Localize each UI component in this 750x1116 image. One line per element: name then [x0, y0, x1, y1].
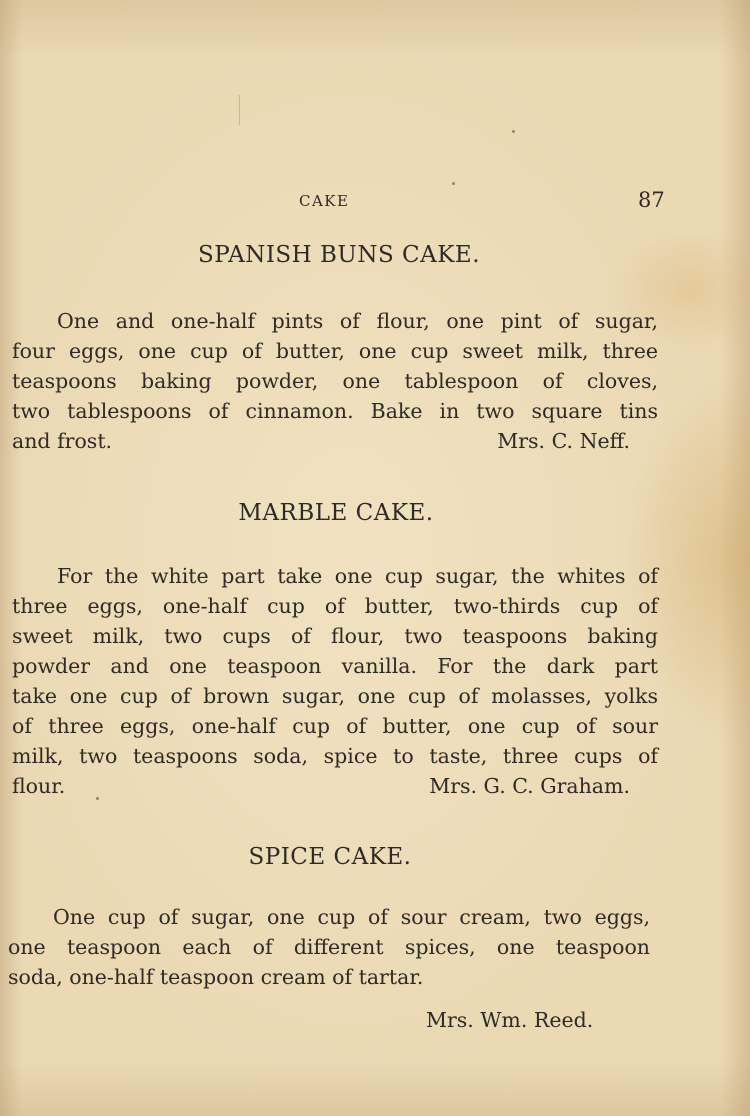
running-title: CAKE: [299, 192, 350, 210]
recipe-author: Mrs. Wm. Reed.: [426, 1008, 594, 1032]
recipe-line: and frost.: [12, 429, 113, 453]
paper-speck: [512, 130, 515, 133]
recipe-final-line: [12, 771, 658, 801]
recipe-title-spanish-buns-cake: SPANISH BUNS CAKE.: [197, 242, 481, 268]
recipe-line: milk, two teaspoons soda, spice to taste, three cups of: [12, 744, 658, 768]
recipe-body-spice-cake: [8, 902, 650, 992]
recipe-body-marble-cake: [12, 561, 658, 801]
recipe-line: four eggs, one cup of butter, one cup sweet milk, three: [12, 339, 658, 363]
recipe-line: two tablespoons of cinnamon. Bake in two square tins: [12, 399, 658, 423]
recipe-line: take one cup of brown sugar, one cup of molasses, yolks: [12, 684, 658, 708]
recipe-title-spice-cake: SPICE CAKE.: [248, 844, 412, 870]
recipe-line: One cup of sugar, one cup of sour cream, two eggs,: [53, 905, 650, 929]
paper-mark: [239, 95, 240, 125]
page-number: 87: [638, 188, 665, 212]
recipe-line: teaspoons baking powder, one tablespoon of cloves,: [12, 369, 658, 393]
recipe-author: Mrs. G. C. Graham.: [429, 774, 630, 798]
paper-speck: [96, 797, 99, 800]
recipe-line: One and one-half pints of flour, one pint of sugar,: [57, 309, 658, 333]
recipe-body-spanish-buns-cake: [12, 306, 658, 456]
recipe-line: For the white part take one cup sugar, the whites of: [57, 564, 658, 588]
recipe-line: of three eggs, one-half cup of butter, one cup of sour: [12, 714, 658, 738]
recipe-author: Mrs. C. Neff.: [497, 429, 630, 453]
recipe-line: flour.: [12, 774, 66, 798]
recipe-line: powder and one teaspoon vanilla. For the dark part: [12, 654, 658, 678]
recipe-final-line: [12, 426, 658, 456]
paper-speck: [452, 182, 455, 185]
recipe-line: one teaspoon each of different spices, one teaspoon: [8, 935, 650, 959]
recipe-line: three eggs, one-half cup of butter, two-thirds cup of: [12, 594, 658, 618]
recipe-title-marble-cake: MARBLE CAKE.: [238, 500, 434, 526]
running-head: [0, 188, 750, 212]
recipe-line: sweet milk, two cups of flour, two teaspoons baking: [12, 624, 658, 648]
recipe-line: soda, one-half teaspoon cream of tartar.: [8, 965, 424, 989]
